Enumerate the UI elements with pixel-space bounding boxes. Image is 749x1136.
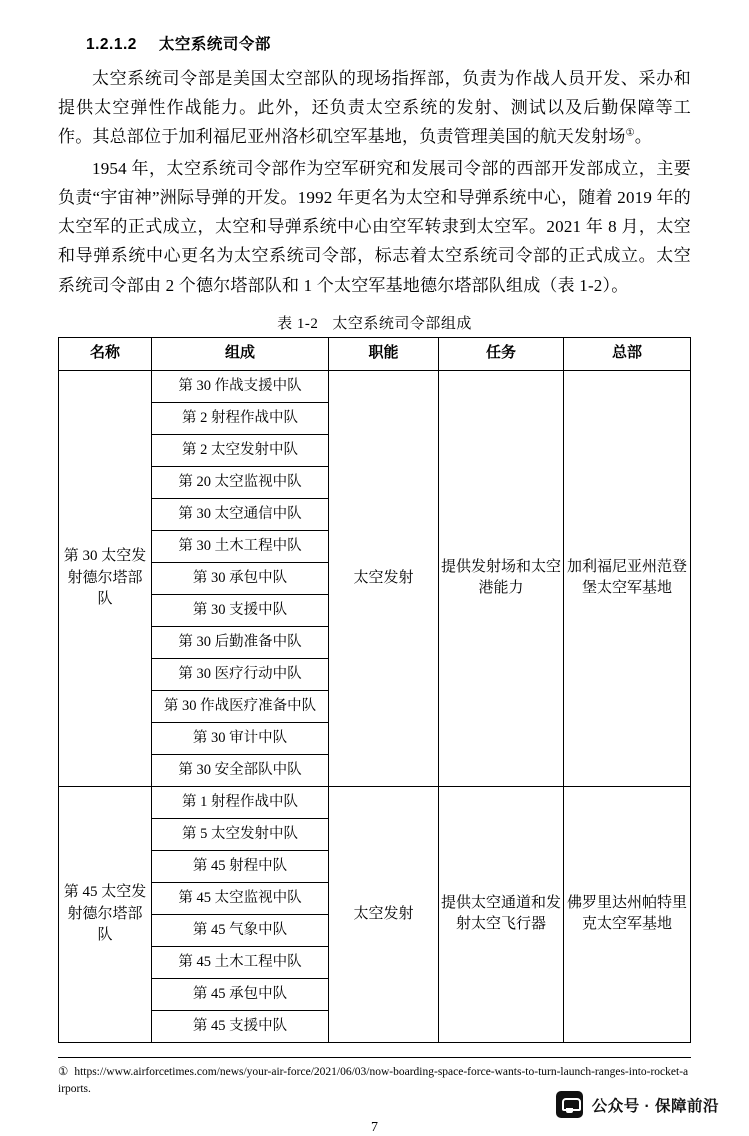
component-item: 第 45 太空监视中队 — [152, 882, 329, 914]
watermark-text: 公众号 · 保障前沿 — [591, 1097, 719, 1115]
component-item: 第 30 太空通信中队 — [152, 498, 329, 530]
watermark — [556, 1091, 719, 1118]
component-item: 第 5 太空发射中队 — [152, 818, 329, 850]
footnote-marker: ① — [58, 1065, 69, 1078]
paragraph-2: 1954 年，太空系统司令部作为空军研究和发展司令部的西部开发部成立，主要负责“宇宙神”洲际导弹的开发。1992 年更名为太空和导弹系统中心，随着 2019 年的太空军的正式成立，太空和导弹系统中心由空军转隶到太空军。2021 年 8 月，太空和导弹系统中心更名为太空系统司令部，标志着太空系统司令部的正式成立。太空系统司令部由 2 个德尔塔部队和 1 个太空军基地德尔塔部队组成（表 1-2）。 — [58, 158, 691, 295]
paragraph-1-text: 太空系统司令部是美国太空部队的现场指挥部，负责为作战人员开发、采办和提供太空弹性作战能力。此外，还负责太空系统的发射、测试以及后勤保障等工作。其总部位于加利福尼亚州洛杉矶空军基地，负责管理美国的航天发射场 — [58, 69, 691, 147]
table-row — [59, 370, 691, 402]
group-headquarters: 加利福尼亚州范登堡太空军基地 — [564, 370, 691, 786]
page-number: 7 — [371, 1120, 378, 1136]
table-header-row — [59, 337, 691, 370]
paragraph-1: 太空系统司令部是美国太空部队的现场指挥部，负责为作战人员开发、采办和提供太空弹性作战能力。此外，还负责太空系统的发射、测试以及后勤保障等工作。其总部位于加利福尼亚州洛杉矶空军基地，负责管理美国的航天发射场①。 — [58, 69, 691, 147]
footnote-divider — [58, 1057, 691, 1058]
header-mission: 任务 — [439, 337, 564, 370]
component-item: 第 30 医疗行动中队 — [152, 658, 329, 690]
group-name: 第 30 太空发射德尔塔部队 — [59, 370, 152, 786]
component-item: 第 45 土木工程中队 — [152, 946, 329, 978]
group-mission: 提供太空通道和发射太空飞行器 — [439, 786, 564, 1042]
component-item: 第 30 土木工程中队 — [152, 530, 329, 562]
component-item: 第 30 安全部队中队 — [152, 754, 329, 786]
heading-number: 1.2.1.2 — [86, 36, 137, 53]
component-item: 第 45 支援中队 — [152, 1010, 329, 1042]
component-item: 第 45 气象中队 — [152, 914, 329, 946]
footnote-text: https://www.airforcetimes.com/news/your-air-force/2021/06/03/now-boarding-space-force-wants-to-turn-launch-ranges-into-rocket-airports. — [58, 1065, 689, 1096]
group-function: 太空发射 — [329, 786, 439, 1042]
component-item: 第 2 射程作战中队 — [152, 402, 329, 434]
component-item: 第 30 承包中队 — [152, 562, 329, 594]
group-function: 太空发射 — [329, 370, 439, 786]
heading-title: 太空系统司令部 — [158, 36, 271, 53]
wechat-logo-icon — [556, 1091, 583, 1118]
header-components: 组成 — [152, 337, 329, 370]
section-heading — [86, 32, 691, 54]
component-item: 第 45 承包中队 — [152, 978, 329, 1010]
footnote-ref: ① — [625, 127, 635, 139]
table-caption-title: 太空系统司令部组成 — [332, 315, 472, 332]
table-caption-number: 表 1-2 — [277, 315, 319, 332]
component-item: 第 2 太空发射中队 — [152, 434, 329, 466]
space-systems-command-table — [58, 337, 691, 1043]
component-item: 第 45 射程中队 — [152, 850, 329, 882]
group-mission: 提供发射场和太空港能力 — [439, 370, 564, 786]
header-function: 职能 — [329, 337, 439, 370]
table-row — [59, 786, 691, 818]
component-item: 第 30 支援中队 — [152, 594, 329, 626]
header-headquarters: 总部 — [564, 337, 691, 370]
component-item: 第 30 审计中队 — [152, 722, 329, 754]
group-headquarters: 佛罗里达州帕特里克太空军基地 — [564, 786, 691, 1042]
component-item: 第 30 作战支援中队 — [152, 370, 329, 402]
component-item: 第 30 作战医疗准备中队 — [152, 690, 329, 722]
component-item: 第 30 后勤准备中队 — [152, 626, 329, 658]
group-name: 第 45 太空发射德尔塔部队 — [59, 786, 152, 1042]
component-item: 第 20 太空监视中队 — [152, 466, 329, 498]
header-name: 名称 — [59, 337, 152, 370]
table-caption — [58, 312, 691, 333]
component-item: 第 1 射程作战中队 — [152, 786, 329, 818]
